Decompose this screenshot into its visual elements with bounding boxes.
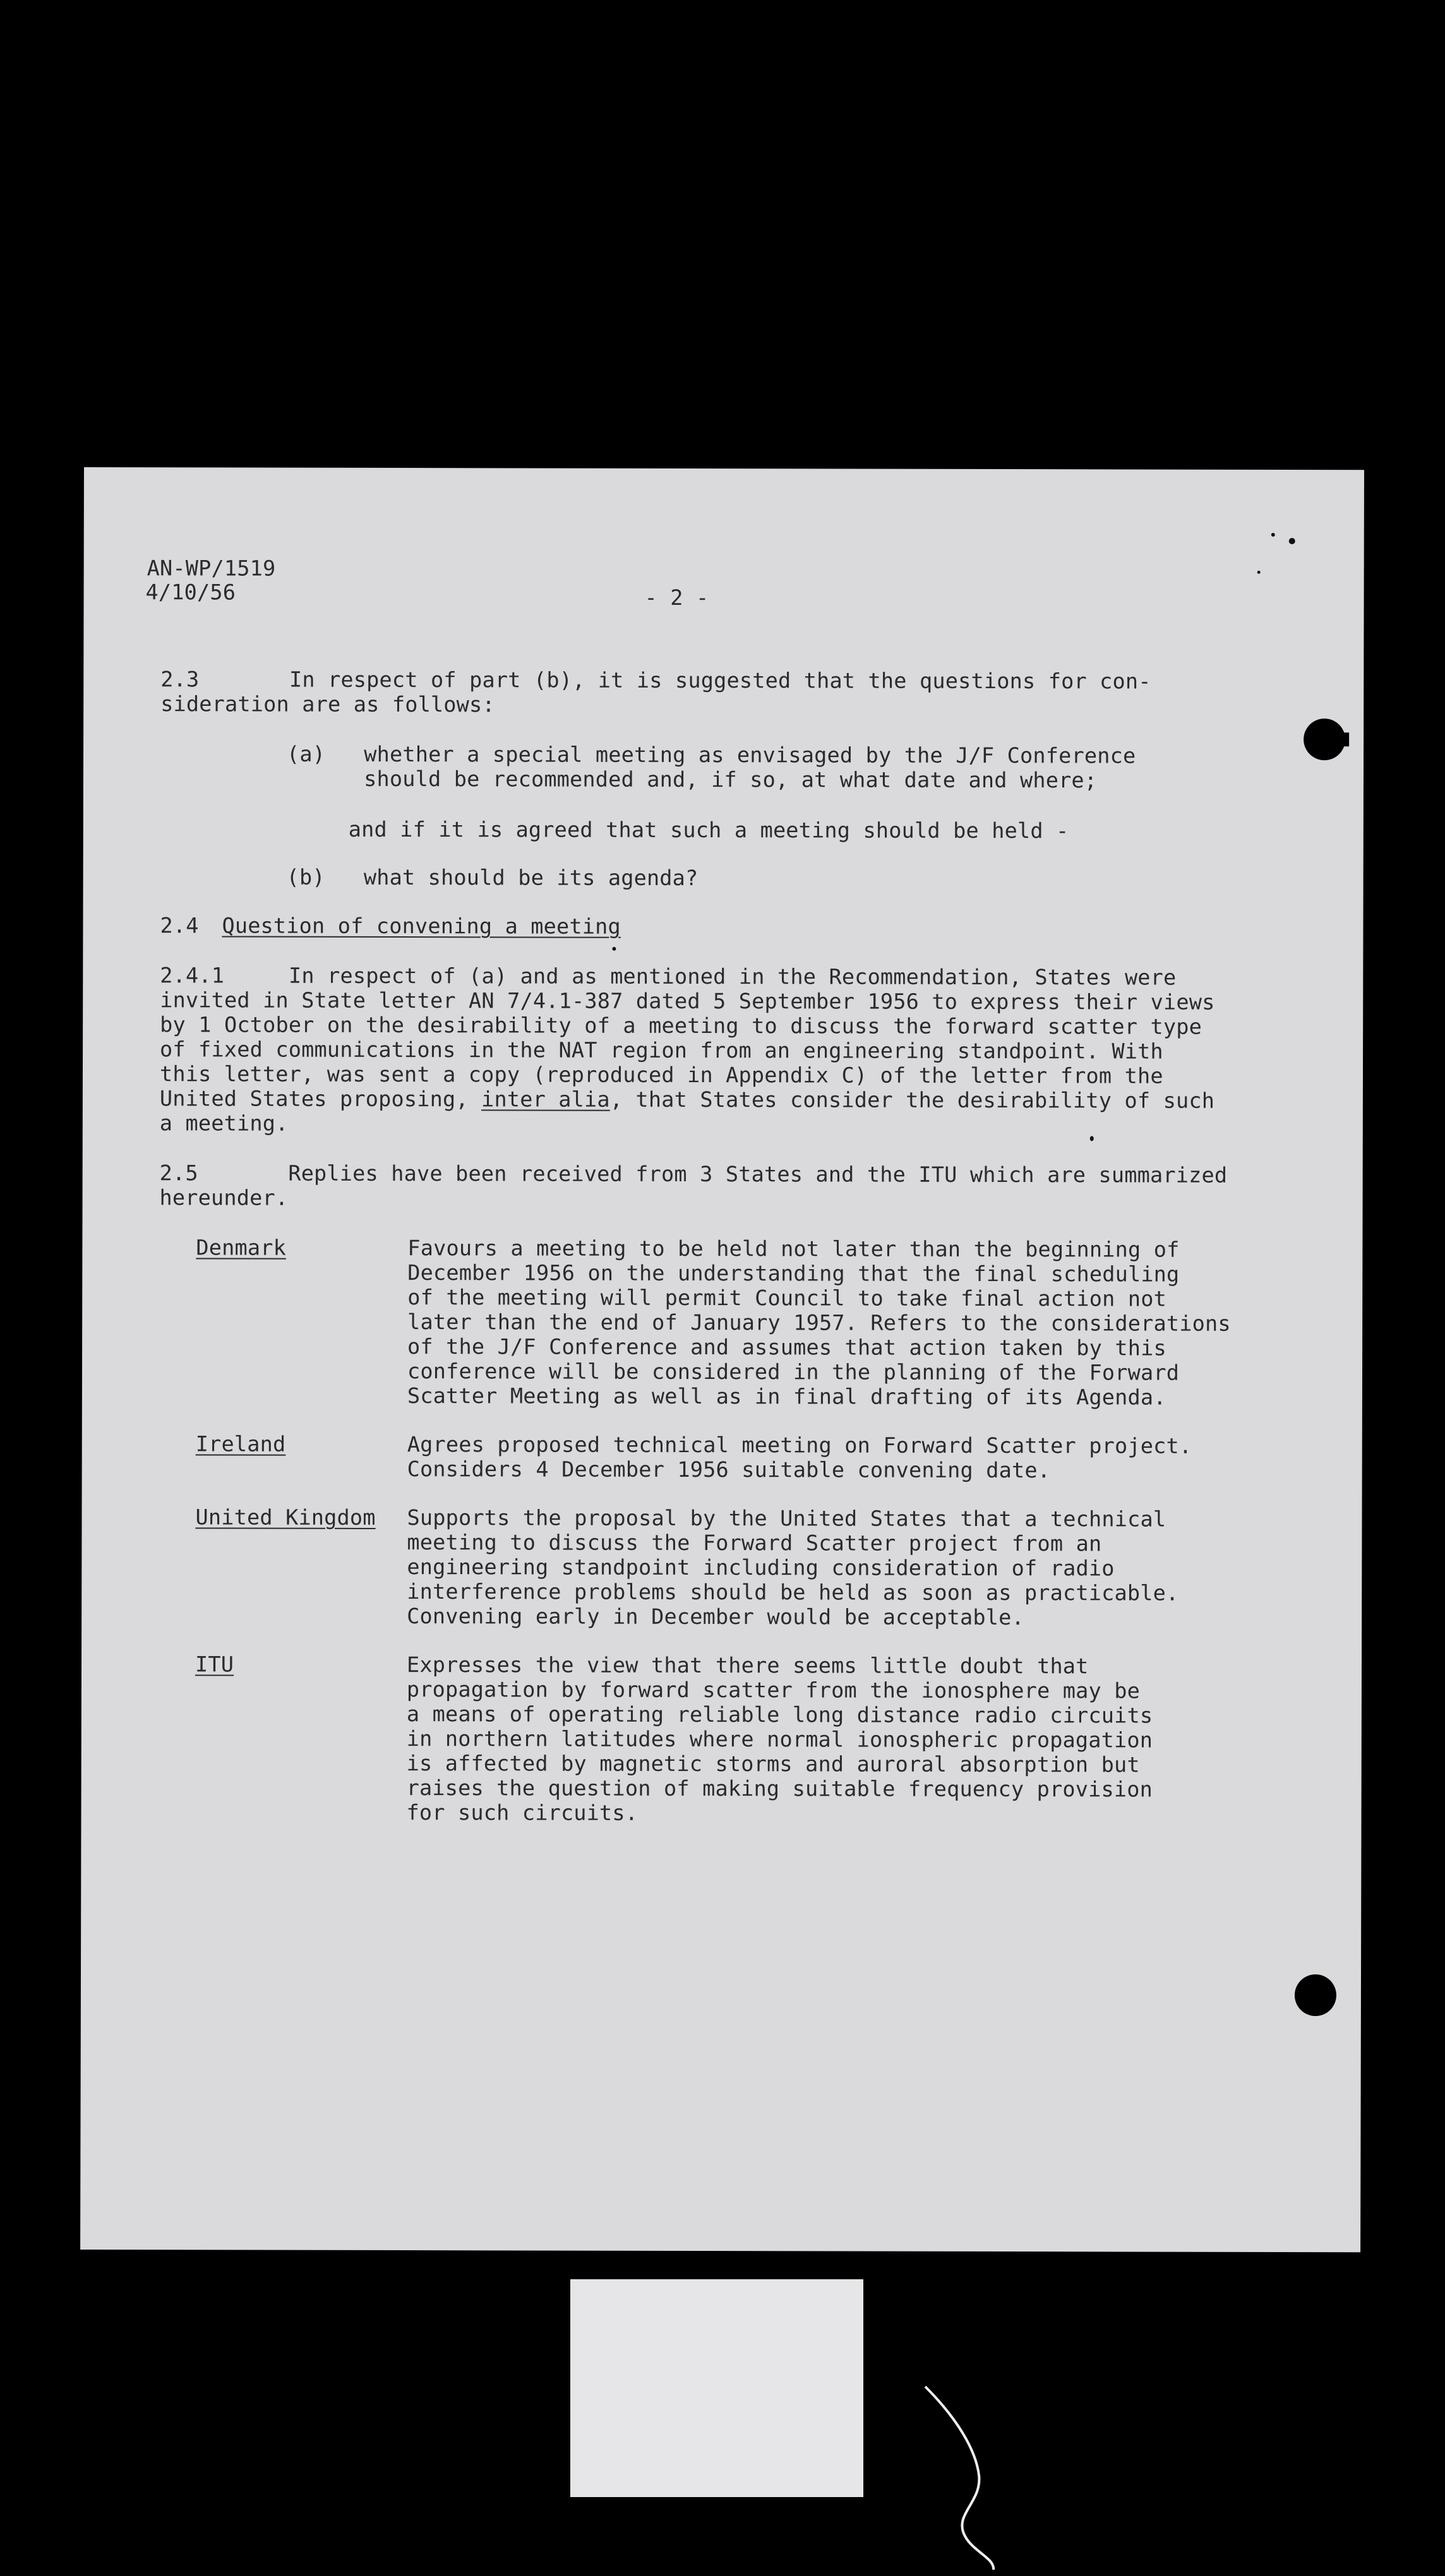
- speck: [612, 947, 616, 951]
- speck: [1090, 1136, 1094, 1141]
- punch-hole-lower: [1295, 1974, 1336, 2016]
- reply-denmark-line-5: of the J/F Conference and assumes that action taken by this: [407, 1334, 1166, 1361]
- line-6-pre: United States proposing,: [159, 1086, 482, 1112]
- reply-ireland-line-1: Agrees proposed technical meeting on Forward Scatter project.: [407, 1432, 1192, 1458]
- section-2-4-number: 2.4: [160, 913, 199, 938]
- para-2-5-line-1: 2.5 Replies have been received from 3 States and the ITU which are summarized: [159, 1160, 1228, 1188]
- reply-uk-line-3: engineering standpoint including consideration of radio: [407, 1554, 1115, 1581]
- reply-denmark-line-3: of the meeting will permit Council to take final action not: [407, 1285, 1167, 1311]
- document-date: 4/10/56: [145, 580, 236, 605]
- para-2-4-1-line-2: invited in State letter AN 7/4.1-387 dated 5 September 1956 to express their views: [160, 987, 1215, 1015]
- item-a-line-2: should be recommended and, if so, at what date and where;: [286, 766, 1098, 793]
- punch-hole-upper-tab: [1334, 732, 1349, 746]
- reply-itu-line-4: in northern latitudes where normal ionospheric propagation: [406, 1726, 1153, 1753]
- item-a-line-1: (a) whether a special meeting as envisaged by the J/F Conference: [287, 741, 1136, 768]
- reply-itu-line-3: a means of operating reliable long distance radio circuits: [406, 1702, 1153, 1728]
- document-page: [80, 467, 1364, 2252]
- reply-itu-line-6: raises the question of making suitable frequency provision: [406, 1775, 1153, 1802]
- item-b: (b) what should be its agenda?: [286, 864, 699, 891]
- reply-denmark-line-4: later than the end of January 1957. Refers to the considerations: [407, 1309, 1231, 1336]
- reply-party-itu: ITU: [195, 1652, 234, 1677]
- page-number: - 2 -: [644, 585, 709, 611]
- document-reference: AN-WP/1519: [147, 556, 276, 581]
- para-2-3-line-1: 2.3 In respect of part (b), it is suggested that the questions for con-: [160, 667, 1151, 694]
- reply-uk-line-2: meeting to discuss the Forward Scatter project from an: [407, 1530, 1102, 1556]
- section-2-4-heading: Question of convening a meeting: [222, 913, 621, 939]
- reply-itu-line-7: for such circuits.: [406, 1800, 639, 1825]
- inter-alia: inter alia: [481, 1087, 610, 1112]
- speck: [1289, 538, 1295, 544]
- reply-itu-line-1: Expresses the view that there seems little doubt that: [406, 1652, 1089, 1679]
- reply-uk-line-4: interference problems should be held as soon as practicable.: [407, 1579, 1179, 1606]
- paper-slip: [570, 2279, 863, 2497]
- reply-uk-line-1: Supports the proposal by the United States that a technical: [407, 1505, 1166, 1532]
- para-2-4-1-line-3: by 1 October on the desirability of a meeting to discuss the forward scatter type: [160, 1012, 1202, 1039]
- para-2-3-line-2: sideration are as follows:: [160, 691, 495, 717]
- reply-denmark-line-1: Favours a meeting to be held not later than the beginning of: [407, 1236, 1180, 1262]
- speck: [1257, 571, 1261, 574]
- para-2-4-1-line-7: a meeting.: [159, 1111, 289, 1136]
- reply-uk-line-5: Convening early in December would be acceptable.: [407, 1604, 1024, 1630]
- reply-denmark-line-7: Scatter Meeting as well as in final drafting of its Agenda.: [407, 1383, 1166, 1410]
- reply-party-united-kingdom: United Kingdom: [195, 1505, 376, 1530]
- conditional-line: and if it is agreed that such a meeting should be held -: [348, 816, 1069, 844]
- para-2-4-1-line-5: this letter, was sent a copy (reproduced in Appendix C) of the letter from the: [159, 1061, 1163, 1088]
- reply-itu-line-5: is affected by magnetic storms and auroral absorption but: [406, 1751, 1140, 1777]
- reply-itu-line-2: propagation by forward scatter from the ionosphere may be: [406, 1677, 1141, 1703]
- stray-fibre: [919, 2380, 1020, 2576]
- reply-party-denmark: Denmark: [196, 1235, 287, 1260]
- reply-party-ireland: Ireland: [195, 1431, 286, 1457]
- reply-denmark-line-2: December 1956 on the understanding that the final scheduling: [407, 1260, 1180, 1287]
- para-2-4-1-line-6: [160, 1086, 1214, 1113]
- reply-denmark-line-6: conference will be considered in the planning of the Forward: [407, 1359, 1180, 1385]
- speck: [1271, 533, 1275, 537]
- reply-ireland-line-2: Considers 4 December 1956 suitable convening date.: [407, 1457, 1051, 1483]
- para-2-5-line-2: hereunder.: [159, 1185, 289, 1210]
- line-6-post: , that States consider the desirability of such: [609, 1087, 1215, 1113]
- para-2-4-1-line-4: of fixed communications in the NAT region from an engineering standpoint. With: [160, 1037, 1163, 1064]
- para-2-4-1-line-1: 2.4.1 In respect of (a) and as mentioned in the Recommendation, States were: [160, 963, 1177, 990]
